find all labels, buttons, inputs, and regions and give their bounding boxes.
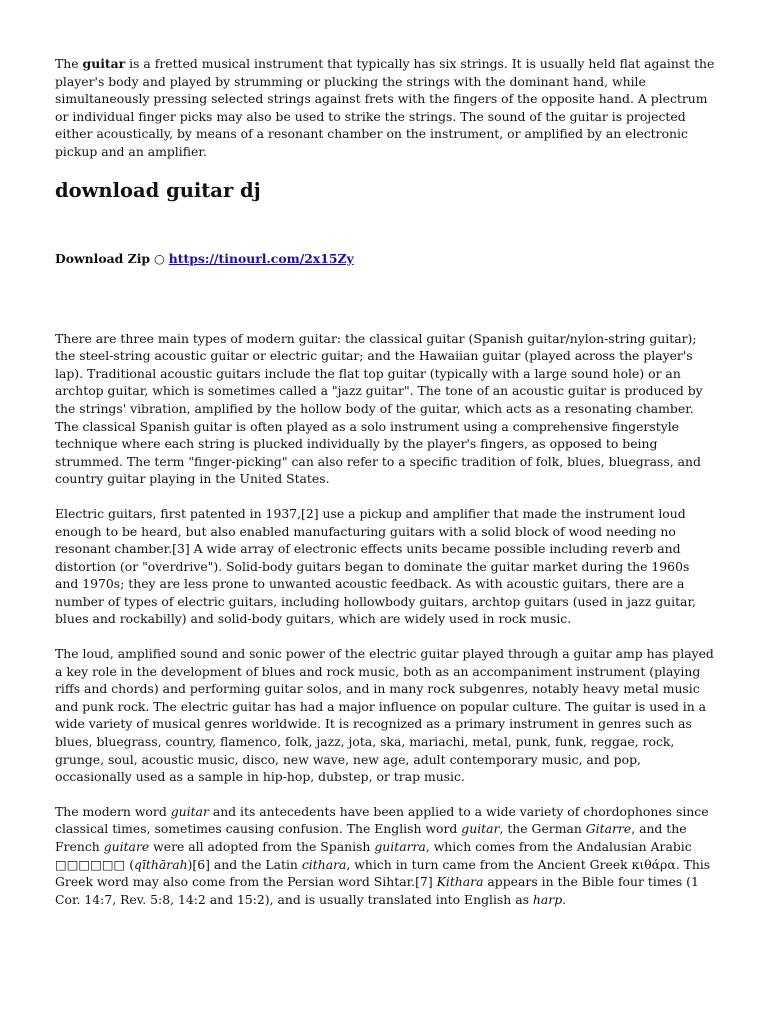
etymology-italic: harp — [532, 891, 563, 907]
etymology-italic: guitar — [461, 821, 500, 837]
etymology-text: )[6] and the Latin — [187, 856, 302, 872]
etymology-text: . — [562, 891, 567, 907]
intro-bold-term: guitar — [82, 56, 126, 71]
etymology-text: The modern word — [55, 803, 171, 819]
paragraph-electric-guitars: Electric guitars, first patented in 1937,[2] use a pickup and amplifier that made the instrument loud enough to be heard, but also enabled manufacturing guitars with a solid block of wood needing no resonant chamber.[3] A wide array of electronic effects units became possible including reverb and distortion (or "overdrive"). Solid-body guitars began to dominate the guitar market during the 1960s and 1970s; they are less prone to unwanted acoustic feedback. As with acoustic guitars, there are a number of types of electric guitars, including hollowbody guitars, archtop guitars (used in jazz guitar, blues and rockabilly) and solid-body guitars, which are widely used in rock music. — [55, 505, 696, 627]
etymology-italic: cithara — [301, 856, 347, 872]
etymology-italic: guitar — [170, 803, 209, 819]
etymology-text: , and the French — [55, 821, 687, 854]
etymology-text: were all adopted from the Spanish — [149, 839, 375, 854]
arabic-word: □□□□□□ — [55, 856, 126, 872]
paragraph-guitar-types: There are three main types of modern guitar: the classical guitar (Spanish guitar/nylon-string guitar); the steel-string acoustic guitar or electric guitar; and the Hawaiian guitar (played across the player's lap). Traditional acoustic guitars include the flat top guitar (typically with a large sound hole) or an archtop guitar, which is sometimes called a "jazz guitar". The tone of an acoustic guitar is produced by the strings' vibration, amplified by the hollow body of the guitar, which acts as a resonating chamber. The classical Spanish guitar is often played as a solo instrument using a comprehensive fingerstyle technique where each string is plucked individually by the player's fingers, as opposed to being strummed. The term "finger-picking" can also refer to a specific tradition of folk, blues, bluegrass, and country guitar playing in the United States. — [55, 330, 703, 487]
paragraph-electric-sound: The loud, amplified sound and sonic power of the electric guitar played through a guitar amp has played a key role in the development of blues and rock music, both as an accompaniment instrument (playing riffs and chords) and performing guitar solos, and in many rock subgenres, notably heavy metal music and punk rock. The electric guitar has had a major influence on popular culture. The guitar is used in a wide variety of musical genres worldwide. It is recognized as a primary instrument in genres such as blues, bluegrass, country, flamenco, folk, jazz, jota, ska, mariachi, metal, punk, funk, reggae, rock, grunge, soul, acoustic music, disco, new wave, new age, adult contemporary music, and pop, occasionally used as a sample in hip-hop, dubstep, or trap music. — [55, 646, 714, 785]
download-line — [55, 250, 715, 267]
etymology-italic: Kithara — [436, 874, 484, 890]
etymology-italic: Gitarre — [585, 821, 632, 837]
etymology-text: appears in the Bible four times (1 Cor. 14:7, Rev. 5:8, 14:2 and 15:2), and is usually translated into English as — [55, 874, 699, 907]
etymology-text: , which comes from the Andalusian Arabic — [425, 839, 692, 854]
etymology-italic: guitarra — [374, 839, 426, 854]
etymology-text: , which in turn came from the Ancient Greek κιθάρα. This Greek word may also come from the Persian word Sihtar.[7] — [55, 856, 711, 890]
etymology-text: and its antecedents have been applied to a wide variety of chordophones since classical times, sometimes causing confusion. The English word — [55, 803, 709, 837]
etymology-italic: qīthārah — [134, 856, 188, 872]
intro-text-rest: is a fretted musical instrument that typically has six strings. It is usually held flat against the player's body and played by strumming or plucking the strings with the dominant hand, while simultaneously pressing selected strings against frets with the fingers of the opposite hand. A plectrum or individual finger picks may also be used to strike the strings. The sound of the guitar is projected either acoustically, by means of a resonant chamber on the instrument, or amplified by an electronic pickup and an amplifier. — [55, 56, 715, 159]
intro-paragraph — [55, 55, 715, 161]
download-label: Download Zip — [55, 250, 151, 266]
paragraph-etymology — [55, 803, 715, 909]
etymology-text: , the German — [499, 821, 586, 837]
page-heading: download guitar dj — [55, 178, 261, 202]
circle-icon: ○ — [154, 250, 165, 266]
document-body — [55, 55, 715, 908]
download-link[interactable]: https://tinourl.com/2x15Zy — [168, 250, 354, 266]
etymology-text: ( — [125, 856, 135, 872]
etymology-italic: guitare — [103, 839, 150, 854]
intro-text-start: The — [55, 56, 83, 71]
